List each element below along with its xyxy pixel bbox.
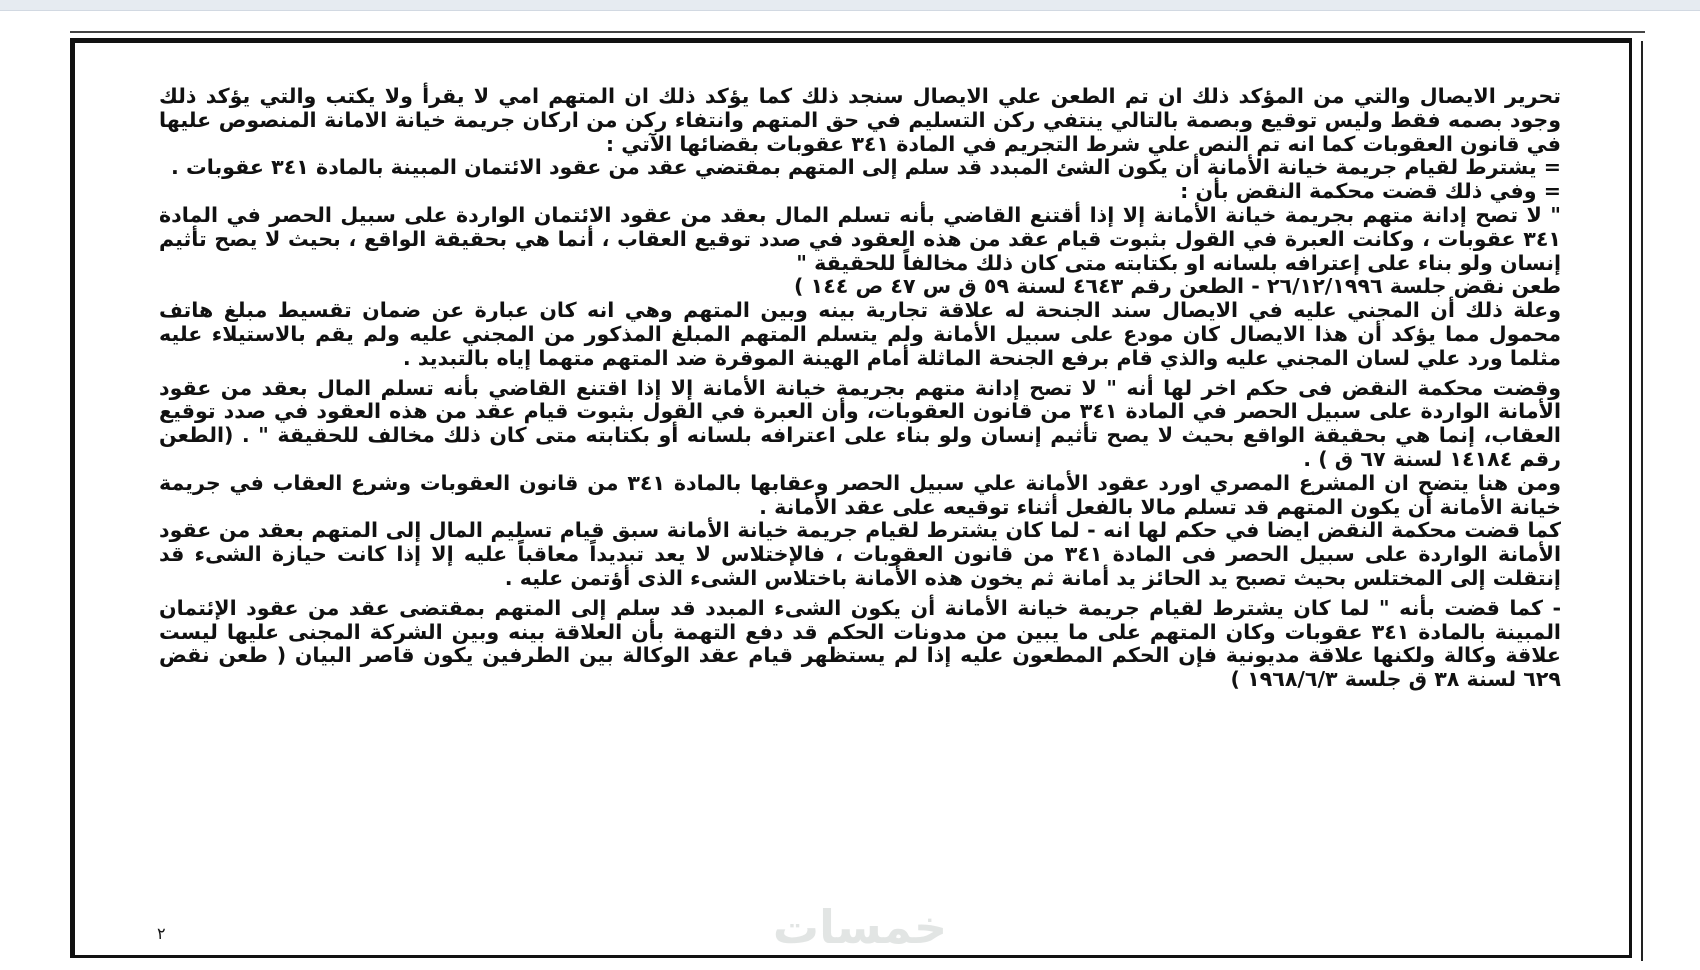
browser-top-strip bbox=[0, 0, 1700, 11]
paragraph-court-ruling-intro: = وفي ذلك قضت محكمة النقض بأن : bbox=[1180, 179, 1561, 204]
paragraph-reason: وعلة ذلك أن المجني عليه في الايصال سند الجنحة له علاقة تجارية بينه وبين المتهم وهي انه كان عبارة عن ضمان تقسيط مبلغ هاتف محمول مما يؤكد أن هذا الايصال كان مودع على سبيل الأمانة ولم يتسلم المتهم المبلغ المذكور من المجني عليه ولم يقم بالاستيلاء عليه مثلما ورد علي لسان المجني عليه والذي قام برفع الجنحة الماثلة أمام الهينة الموقرة ضد المتهم متهما إياه بالتبديد . bbox=[159, 298, 1561, 370]
document-page bbox=[70, 38, 1632, 958]
paragraph-condition: = يشترط لقيام جريمة خيانة الأمانة أن يكون الشئ المبدد قد سلم إلى المتهم بمقتضي عقد من عقود الائتمان المبينة بالمادة ٣٤١ عقوبات . bbox=[171, 155, 1561, 180]
watermark-text: خمسات bbox=[772, 900, 948, 954]
paragraph-court-quote: " لا تصح إدانة متهم بجريمة خيانة الأمانة إلا إذا أقتنع القاضي بأنه تسلم المال بعقد من عقود الائتمان الواردة على سبيل الحصر في المادة ٣٤١ عقوبات ، وكانت العبرة في القول بثبوت قيام عقد من هذه العقود في صدد توقيع العقاب ، أنما هي بحقيقة الواقع ، بحيث لا يصح تأثيم إنسان ولو بناء على إعترافه بلسانه او بكتابته متى كان ذلك مخالفاً للحقيقة " bbox=[159, 202, 1561, 275]
paragraph-agency-ruling: - كما قضت بأنه " لما كان يشترط لقيام جريمة خيانة الأمانة أن يكون الشىء المبدد قد سلم إلى المتهم بمقتضى عقد من عقود الإئتمان المبينة بالمادة ٣٤١ عقوبات وكان المتهم على ما يبين من مدونات الحكم قد دفع التهمة بأن العلاقة بينه وبين الشركة المجنى عليها ليست علاقة وكالة ولكنها علاقة مديونية فإن الحكم المطعون عليه إذا لم يستظهر قيام عقد الوكالة بين الطرفين يكون قاصر البيان ( طعن نقض ٦٢٩ لسنة ٣٨ ق جلسة ١٩٦٨/٦/٣ ) bbox=[159, 595, 1561, 692]
paragraph-legislator: ومن هنا يتضح ان المشرع المصري اورد عقود الأمانة علي سبيل الحصر وعقابها بالمادة ٣٤١ من قانون العقوبات وشرع العقاب في جريمة خيانة الأمانة أن يكون المتهم قد تسلم مالا بالفعل أثناء توقيعه على عقد الأمانة . bbox=[159, 470, 1561, 519]
paragraph-embezzlement-ruling: كما قضت محكمة النقض ايضا في حكم لها انه - لما كان يشترط لقيام جريمة خيانة الأمانة سبق قيام تسليم المال إلى المتهم بعقد من عقود الأمانة الواردة على سبيل الحصر فى المادة ٣٤١ من قانون العقوبات ، فالإختلاس لا يعد تبديداً معاقباً عليه إلا إذا كانت حيازة الشىء قد إنتقلت إلى المختلس بحيث تصبح يد الحائز يد أمانة ثم يخون هذه الأمانة باختلاس الشىء الذى أؤتمن عليه . bbox=[159, 518, 1562, 590]
khamsat-watermark bbox=[755, 893, 965, 959]
paragraph-other-ruling: وقضت محكمة النقض فى حكم اخر لها أنه " لا تصح إدانة متهم بجريمة خيانة الأمانة إلا إذا اقتنع القاضي بأنه تسلم المال بعقد من عقود الأمانة الواردة على سبيل الحصر في المادة ٣٤١ من قانون العقوبات، وأن العبرة في القول بثبوت قيام عقد من هذه العقود في صدد توقيع العقاب، إنما هي بحقيقة الواقع بحيث لا يصح تأثيم إنسان ولو بناء على اعترافه بلسانه أو بكتابته متى كان ذلك مخالف للحقيقة " . (الطعن رقم ١٤١٨٤ لسنة ٦٧ ق ) . bbox=[159, 375, 1562, 471]
citation-1996: طعن نقض جلسة ٢٦/١٢/١٩٩٦ - الطعن رقم ٤٦٤٣ لسنة ٥٩ ق س ٤٧ ص ١٤٤ ) bbox=[794, 274, 1561, 299]
page-number: ٢ bbox=[157, 924, 166, 943]
paragraph-intro: تحرير الايصال والتي من المؤكد ذلك ان تم الطعن علي الايصال سنجد ذلك كما يؤكد ذلك ان المتهم امي لا يقرأ ولا يكتب والتي يؤكد ذلك وجود بصمه فقط وليس توقيع وبصمة بالتالي ينتفي ركن التسليم في حق المتهم وانتفاء ركن من اركان جريمة خيانة الامانة المنصوص عليها في قانون العقوبات كما انه تم النص علي شرط التجريم في المادة ٣٤١ عقوبات بقضائها الآتي : bbox=[159, 84, 1561, 156]
document-body bbox=[159, 85, 1561, 692]
